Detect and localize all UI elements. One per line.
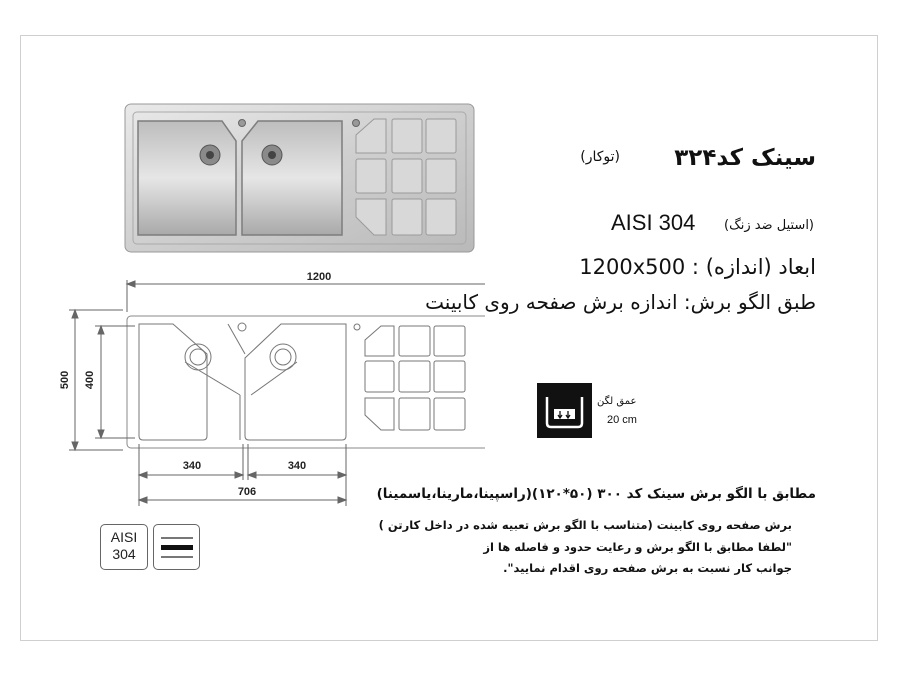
dim-total-height: 500 xyxy=(59,370,71,390)
note-line-1: برش صفحه روی کابینت (متناسب با الگو برش تعبیه شده در داخل کارتن ) xyxy=(378,518,792,532)
sink-photo xyxy=(124,103,475,253)
sink-outline xyxy=(127,316,485,448)
thickness-icon xyxy=(153,524,200,570)
dim-bowl-left: 340 xyxy=(182,460,202,472)
depth-value: 20 cm xyxy=(607,414,637,426)
material-badge-line2: 304 xyxy=(112,546,136,562)
dim-bowls-total: 706 xyxy=(237,486,257,498)
cutout-text: طبق الگو برش: اندازه برش صفحه روی کابینت xyxy=(425,290,816,314)
material-note: (استیل ضد زنگ) xyxy=(724,218,814,233)
basin-depth-icon xyxy=(537,383,592,438)
product-title: سینک کد۳۲۴ xyxy=(674,145,816,171)
note-line-3: جوانب کار نسبت به برش صفحه روی اقدام نمایید". xyxy=(503,561,792,575)
note-heading: مطابق با الگو برش سینک کد ۳۰۰ (۵۰*۱۲۰)(راسپینا،مارینا،یاسمینا) xyxy=(376,486,816,502)
depth-label: عمق لگن xyxy=(597,396,637,407)
material-badge-line1: AISI xyxy=(110,529,138,545)
left-bowl xyxy=(139,324,207,440)
overflow-hole xyxy=(354,324,360,330)
product-subtitle: (توکار) xyxy=(580,149,620,165)
dim-bowl-right: 340 xyxy=(287,460,307,472)
tap-hole xyxy=(238,323,246,331)
material-badge xyxy=(100,524,148,570)
right-bowl xyxy=(245,324,346,440)
dim-total-width: 1200 xyxy=(306,271,332,283)
dimensions-text: 1200x500 : ابعاد (اندازه) xyxy=(579,255,816,279)
dim-inner-height: 400 xyxy=(84,370,96,390)
note-line-2: "لطفا مطابق با الگو برش و رعایت حدود و فاصله ها از xyxy=(483,540,792,554)
technical-drawing xyxy=(55,270,485,510)
material-code: AISI 304 xyxy=(611,210,696,235)
